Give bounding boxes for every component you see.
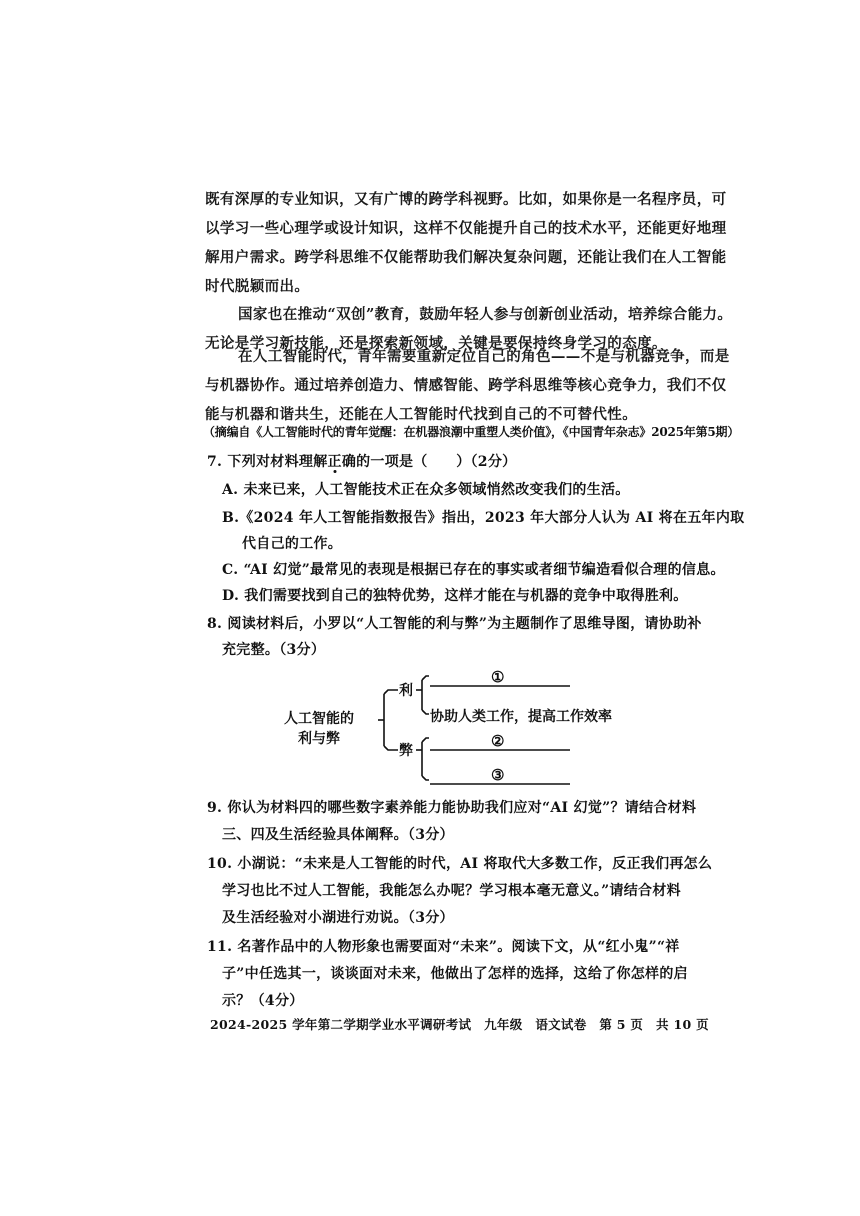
page-footer: 2024-2025 学年第二学期学业水平调研考试 九年级 语文试卷 第 5 页 共 10 页 [210,1017,709,1032]
question-10-line: 学习也比不过人工智能，我能怎么办呢？学习根本毫无意义。”请结合材料 [222,883,681,899]
mind-map-blank-1: ① [491,668,505,686]
mind-map [280,668,612,788]
question-7-option-a: A. 未来已来，人工智能技术正在众多领域悄然改变我们的生活。 [222,482,630,498]
question-7-option-b: B.《2024 年人工智能指数报告》指出，2023 年大部分人认为 AI 将在五年内取 [222,510,745,526]
passage-line: 以学习一些心理学或设计知识，这样不仅能提升自己的技术水平，还能更好地理 [205,220,727,237]
passage-line: 与机器协作。通过培养创造力、情感智能、跨学科思维等核心竞争力，我们不仅 [205,377,727,394]
mind-map-blank-3: ③ [491,766,505,784]
question-11-line: 示？（4分） [222,993,304,1009]
mind-map-root-line2: 利与弊 [298,731,340,747]
passage-line: 时代脱颖而出。 [205,278,310,295]
mind-map-pro-label: 利 [399,683,413,699]
passage-paragraph-3 [205,342,760,429]
question-7-stem-post: 确的一项是（ ）（2分） [341,454,517,470]
mind-map-root-line1: 人工智能的 [284,711,354,727]
passage-paragraph-1 [205,185,760,301]
question-9-line: 三、四及生活经验具体阐释。（3分） [222,827,454,843]
question-7-stem [207,448,516,476]
mind-map-pro-item: 协助人类工作，提高工作效率 [430,709,612,725]
question-11-line: 11. 名著作品中的人物形象也需要面对“未来”。阅读下文，从“红小鬼”“祥 [207,939,680,955]
question-10-line: 10. 小湖说：“未来是人工智能的时代，AI 将取代大多数工作，反正我们再怎么 [207,856,713,872]
question-8-line: 8. 阅读材料后，小罗以“人工智能的利与弊”为主题制作了思维导图，请协助补 [207,616,702,632]
passage-line: 无论是学习新技能，还是探索新领域，关键是要保持终身学习的态度。 [205,335,667,352]
question-9-line: 9. 你认为材料四的哪些数字素养能力能协助我们应对“AI 幻觉”？请结合材料 [207,800,697,816]
question-7-option-c: C. “AI 幻觉”最常见的表现是根据已存在的事实或者细节编造看似合理的信息。 [222,562,725,578]
emphasis-mark: 正 [327,454,342,470]
passage-line: 能与机器和谐共生，还能在人工智能时代找到自己的不可替代性。 [205,406,638,423]
passage-line: 国家也在推动“双创”教育，鼓励年轻人参与创新创业活动，培养综合能力。 [238,306,733,323]
passage-line: 既有深厚的专业知识，又有广博的跨学科视野。比如，如果你是一名程序员，可 [205,191,727,208]
question-11-line: 子”中任选其一，谈谈面对未来，他做出了怎样的选择，这给了你怎样的启 [222,966,688,982]
passage-line: 解用户需求。跨学科思维不仅能帮助我们解决复杂问题，还能让我们在人工智能 [205,249,727,266]
question-10-line: 及生活经验对小湖进行劝说。（3分） [222,910,454,926]
mind-map-con-label: 弊 [399,743,413,759]
mind-map-blank-2: ② [491,732,505,750]
question-8-line: 充完整。（3分） [222,642,326,658]
question-7-option-d: D. 我们需要找到自己的独特优势，这样才能在与机器的竞争中取得胜利。 [222,588,688,604]
passage-source: （摘编自《人工智能时代的青年觉醒：在机器浪潮中重塑人类价值》，《中国青年杂志》2025年第5期） [203,425,740,439]
question-7-stem-pre: 7. 下列对材料理解 [207,454,328,470]
question-7-option-b-cont: 代自己的工作。 [242,536,343,552]
passage-line: 在人工智能时代，青年需要重新定位自己的角色——不是与机器竞争，而是 [238,348,730,365]
